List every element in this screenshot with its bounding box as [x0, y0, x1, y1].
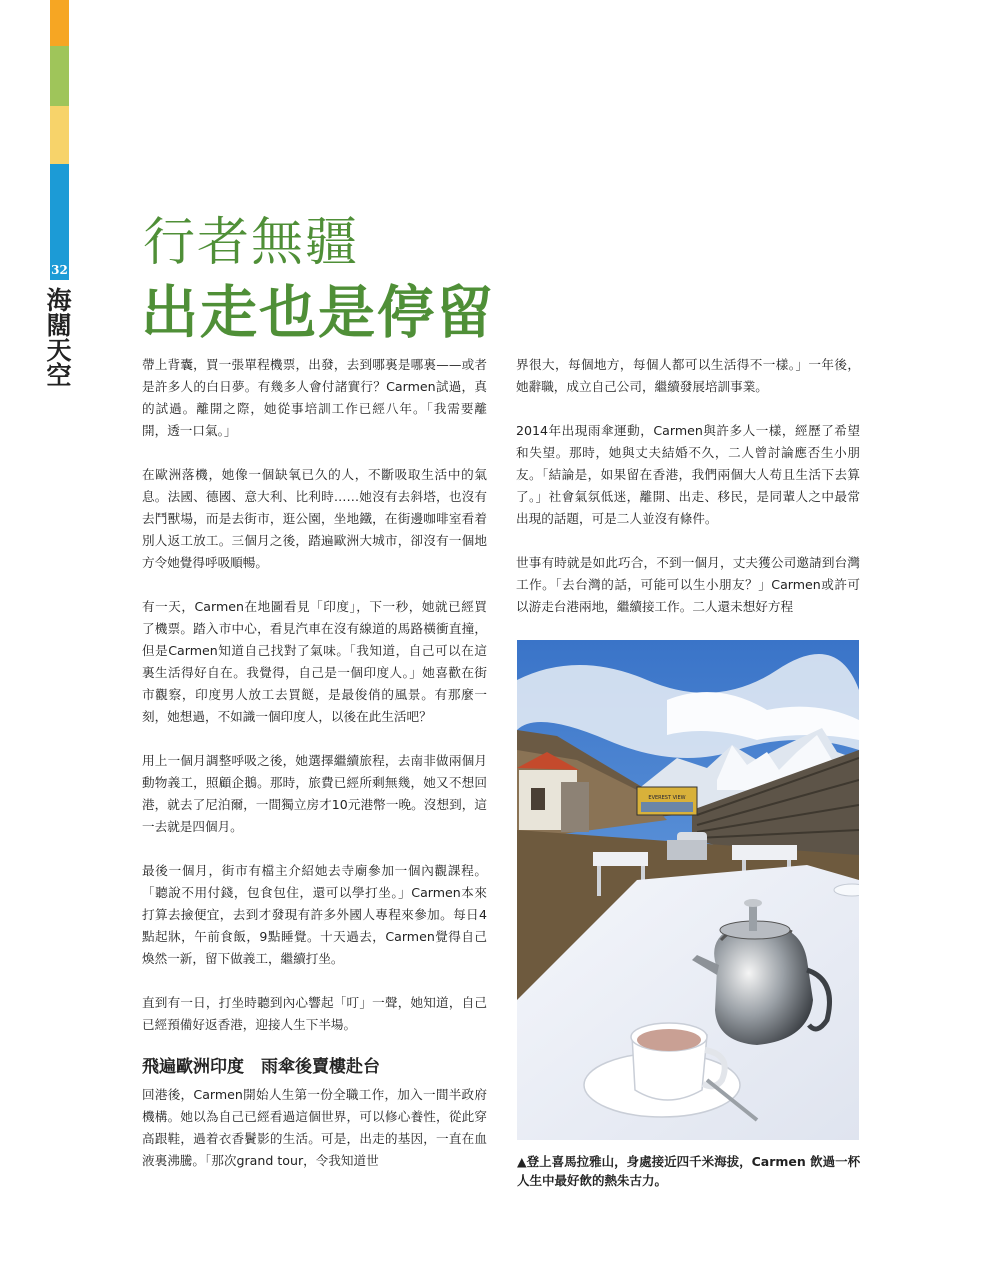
right-column	[516, 354, 860, 618]
paragraph: 界很大，每個地方，每個人都可以生活得不一樣。」一年後，她辭職，成立自己公司，繼續發展培訓事業。	[516, 357, 860, 394]
photo-caption: ▲登上喜馬拉雅山，身處接近四千米海拔，Carmen 飲過一杯人生中最好飲的熱朱古力。	[517, 1154, 861, 1188]
paragraph: 最後一個月，街市有檔主介紹她去寺廟參加一個內觀課程。「聽說不用付錢，包食包住，還可以學打坐。」Carmen本來打算去撿便宜，去到才發現有許多外國人專程來參加。每日4點起牀，午前食飯，9點睡覺。十天過去，Carmen覺得自己煥然一新，留下做義工，繼續打坐。	[142, 863, 487, 966]
paragraph: 回港後，Carmen開始人生第一份全職工作，加入一間半政府機構。她以為自己已經看過這個世界，可以修心養性，從此穿高跟鞋，過着衣香鬢影的生活。可是，出走的基因，一直在血液裏沸騰。「那次grand tour，令我知道世	[142, 1087, 487, 1168]
paragraph: 2014年出現雨傘運動，Carmen與許多人一樣，經歷了希望和失望。那時，她與丈夫結婚不久，二人曾討論應否生小朋友。「結論是，如果留在香港，我們兩個大人苟且生活下去算了。」社會氣氛低迷，離開、出走、移民，是同輩人之中最常出現的話題，可是二人並沒有條件。	[516, 423, 860, 526]
page-number: 32	[50, 260, 69, 280]
section-name: 海闊天空	[43, 287, 72, 387]
paragraph: 在歐洲落機，她像一個缺氧已久的人，不斷吸取生活中的氣息。法國、德國、意大利、比利時……她沒有去斜塔，也沒有去鬥獸場，而是去街市，逛公園，坐地鐵，在街邊咖啡室看着別人返工放工。三個月之後，踏遍歐洲大城市，卻沒有一個地方令她覺得呼吸順暢。	[142, 467, 487, 570]
photo-sign-text: EVEREST VIEW	[648, 795, 686, 801]
subheading: 飛遍歐洲印度 雨傘後賣樓赴台	[142, 1057, 380, 1077]
paragraph: 用上一個月調整呼吸之後，她選擇繼續旅程，去南非做兩個月動物義工，照顧企鵝。那時，旅費已經所剩無幾，她又不想回港，就去了尼泊爾，一間獨立房才10元港幣一晚。沒想到，這一去就是四個月。	[142, 753, 487, 834]
color-bar-green	[50, 46, 69, 106]
photo-himalaya-tea	[517, 640, 859, 1140]
color-bar-yellow	[50, 106, 69, 164]
paragraph: 有一天，Carmen在地圖看見「印度」，下一秒，她就已經買了機票。踏入市中心，看見汽車在沒有線道的馬路橫衝直撞，但是Carmen知道自己找對了氣味。「我知道，自己可以在這裏生活得好自在。我覺得，自己是一個印度人。」她喜歡在街市觀察，印度男人放工去買餸，是最俊俏的風景。有那麼一刻，她想過，不如識一個印度人，以後在此生活吧？	[142, 599, 487, 724]
color-bar-blue	[50, 164, 69, 260]
paragraph: 世事有時就是如此巧合，不到一個月，丈夫獲公司邀請到台灣工作。「去台灣的話，可能可以生小朋友？」Carmen或許可以游走台港兩地，繼續接工作。二人還未想好方程	[516, 555, 860, 614]
paragraph: 直到有一日，打坐時聽到內心響起「叮」一聲，她知道，自己已經預備好返香港，迎接人生下半場。	[142, 995, 487, 1032]
title-line2: 出走也是停留	[141, 280, 495, 346]
title-line1: 行者無疆	[143, 213, 360, 273]
paragraph: 帶上背囊，買一張單程機票，出發，去到哪裏是哪裏——或者是許多人的白日夢。有幾多人會付諸實行？Carmen試過，真的試過。離開之際，她從事培訓工作已經八年。「我需要離開，透一口氣。」	[142, 357, 487, 438]
left-column	[142, 354, 487, 1172]
color-bar-orange	[50, 0, 69, 46]
